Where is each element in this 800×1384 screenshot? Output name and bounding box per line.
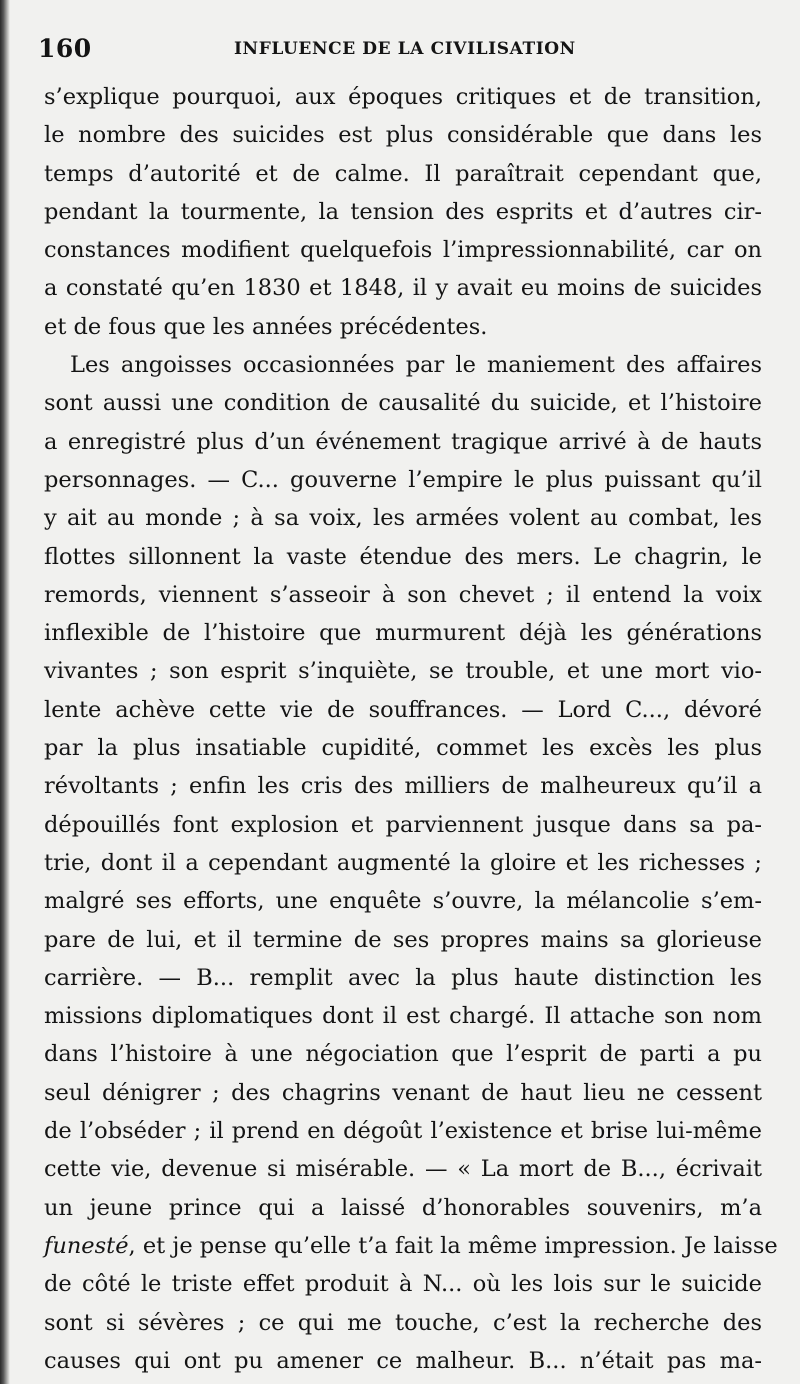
text-line: sont si sévères ; ce qui me touche, c’est la recherche des [44, 1309, 762, 1336]
page-gutter-shadow [0, 0, 10, 1384]
page-number: 160 [38, 34, 92, 63]
text-line: de côté le triste effet produit à N... où les lois sur le suicide [44, 1271, 762, 1298]
running-head: INFLUENCE DE LA CIVILISATION [234, 39, 576, 59]
text-line: dans l’histoire à une négociation que l’esprit de parti a pu [44, 1041, 762, 1068]
text-line: inflexible de l’histoire que murmurent déjà les générations [44, 620, 762, 647]
text-line: le nombre des suicides est plus considérable que dans les [44, 122, 762, 149]
text-line: par la plus insatiable cupidité, commet les excès les plus [44, 735, 762, 762]
text-line: cette vie, devenue si misérable. — « La mort de B..., écrivait [44, 1156, 762, 1183]
text-line: a constaté qu’en 1830 et 1848, il y avait eu moins de suicides [44, 275, 762, 302]
text-line: y ait au monde ; à sa voix, les armées volent au combat, les [44, 505, 762, 532]
body-text [44, 78, 778, 1380]
text-line: dépouillés font explosion et parviennent jusque dans sa pa- [44, 811, 762, 838]
page-header [38, 34, 758, 64]
paragraph-start-line: Les angoisses occasionnées par le maniement des affaires [70, 352, 762, 379]
text-line: a enregistré plus d’un événement tragique arrivé à de hauts [44, 428, 762, 455]
text-line: pendant la tourmente, la tension des esprits et d’autres cir- [44, 198, 762, 225]
text-line: malgré ses efforts, une enquête s’ouvre, la mélancolie s’em- [44, 888, 762, 915]
text-line: un jeune prince qui a laissé d’honorables souvenirs, m’a [44, 1194, 762, 1221]
text-line: pare de lui, et il termine de ses propres mains sa glorieuse [44, 926, 762, 953]
text-line: remords, viennent s’asseoir à son chevet ; il entend la voix [44, 581, 762, 608]
text-line: flottes sillonnent la vaste étendue des mers. Le chagrin, le [44, 543, 762, 570]
text-line: vivantes ; son esprit s’inquiète, se trouble, et une mort vio- [44, 658, 762, 685]
italic-word: funesté [44, 1232, 129, 1259]
text-line: sont aussi une condition de causalité du suicide, et l’histoire [44, 390, 762, 417]
text-line: révoltants ; enfin les cris des milliers de malheureux qu’il a [44, 773, 762, 800]
text-line: trie, dont il a cependant augmenté la gloire et les richesses ; [44, 849, 762, 876]
text-line: s’explique pourquoi, aux époques critiques et de transition, [44, 84, 762, 110]
text-line: personnages. — C... gouverne l’empire le plus puissant qu’il [44, 466, 762, 493]
text-line: carrière. — B... remplit avec la plus haute distinction les [44, 964, 762, 991]
text-line: temps d’autorité et de calme. Il paraîtrait cependant que, [44, 160, 762, 187]
paragraph-end-line: et de fous que les années précédentes. [44, 313, 488, 340]
text-line: seul dénigrer ; des chagrins venant de haut lieu ne cessent [44, 1079, 762, 1106]
line-remainder: , et je pense qu’elle t’a fait la même impression. Je laisse [128, 1232, 778, 1259]
text-line-with-italic [44, 1227, 778, 1265]
text-line: de l’obséder ; il prend en dégoût l’existence et brise lui-même [44, 1118, 762, 1145]
text-line: causes qui ont pu amener ce malheur. B... n’était pas ma- [44, 1347, 762, 1374]
text-line: missions diplomatiques dont il est chargé. Il attache son nom [44, 1003, 762, 1030]
text-line: lente achève cette vie de souffrances. — Lord C..., dévoré [44, 696, 762, 723]
text-line: constances modifient quelquefois l’impressionnabilité, car on [44, 237, 762, 264]
